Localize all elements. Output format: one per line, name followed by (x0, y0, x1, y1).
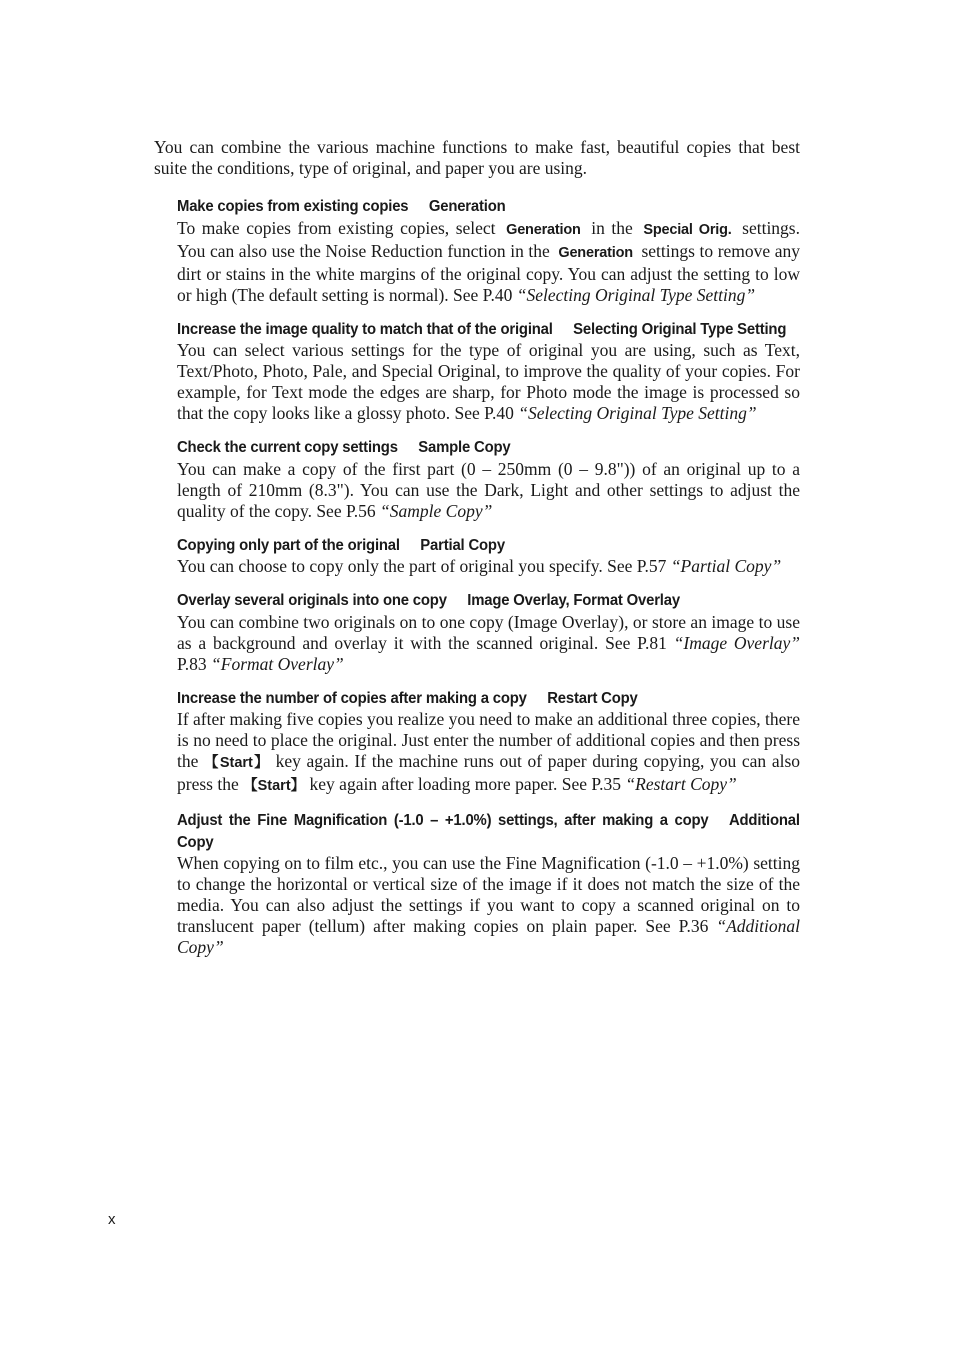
section-body (177, 612, 800, 675)
body-text: When copying on to film etc., you can use the Fine Magnification (-1.0 – +1.0%) setting to change the horizontal or vertical size of the image if it does not match the size of the media. You can also adjust the settings if you want to copy a scanned original on to translucent paper (tellum) after making copies on plain paper. See P.36 (177, 853, 800, 936)
section-body (177, 340, 800, 424)
bracket-open: 【 (243, 778, 258, 794)
body-text: key again after loading more paper. See P.35 (309, 774, 622, 794)
heading-target: Generation (428, 198, 506, 215)
section-heading (177, 195, 800, 218)
body-text: You can make a copy of the first part (0 – 250mm (0 – 9.8")) of an original up to a length of 210mm (8.3"). You can use the Dark, Light and other settings to adjust the quality of the copy. See P.56 (177, 458, 800, 521)
heading-target: Partial Copy (420, 536, 505, 554)
section-heading (177, 318, 800, 341)
bracket-close: 】 (290, 778, 306, 794)
body-text: If after making five copies you realize you need to make an additional three copies, there is no need to place the original. Just enter the number of additional copies and then press the (177, 709, 800, 771)
page-reference[interactable]: “Image Overlay” (673, 632, 801, 653)
page-reference[interactable]: “Restart Copy” (625, 774, 737, 794)
body-text: You can select various settings for the type of original you are using, such as Text, Text/Photo, Photo, Pale, and Special Original, to improve the quality of your copies. For example, for Text mode the edges are sharp, for Photo mode the image is processed so that the copy looks like a glossy photo. See P.40 (177, 340, 800, 423)
page-number: x (108, 1211, 116, 1228)
bracket-close: 】 (252, 755, 270, 771)
page-reference[interactable]: “Format Overlay” (211, 653, 344, 674)
section-generation (177, 195, 800, 306)
section-heading (177, 687, 800, 710)
page-reference[interactable]: “Additional Copy” (177, 916, 800, 957)
section-body (177, 556, 800, 577)
section-body (177, 853, 800, 958)
body-text: in the (591, 217, 633, 238)
intro-paragraph: You can combine the various machine functions to make fast, beautiful copies that best suite the conditions, type of original, and paper you are using. (154, 137, 800, 178)
generation-key-label: Generation (558, 244, 633, 261)
section-heading (177, 436, 800, 459)
body-text: settings to remove any dirt or stains in the white margins of the original copy. You can adjust the setting to low or high (The default setting is normal). See P.40 (177, 240, 801, 305)
body-text: key again. If the machine runs out of paper during copying, you can also press the (177, 751, 801, 794)
section-body (177, 459, 800, 522)
section-heading (177, 534, 800, 557)
heading-text: Make copies from existing copies (177, 198, 409, 215)
body-text: P.83 (177, 653, 207, 674)
section-heading (177, 589, 800, 612)
heading-text: Overlay several originals into one copy (177, 592, 447, 609)
section-body (177, 218, 800, 306)
start-key-text: Start (257, 778, 291, 794)
heading-target: Sample Copy (418, 439, 511, 456)
page-reference[interactable]: “Selecting Original Type Setting” (518, 403, 757, 423)
heading-target: Restart Copy (547, 689, 638, 707)
heading-text: Increase the image quality to match that of the original (177, 320, 553, 338)
body-text: To make copies from existing copies, select (177, 217, 496, 238)
heading-text: Adjust the Fine Magnification (-1.0 – +1.0%) settings, after making a copy (177, 812, 709, 829)
section-sample-copy (177, 436, 800, 522)
start-key-label (204, 755, 270, 771)
heading-text: Increase the number of copies after making a copy (177, 689, 527, 707)
section-additional-copy (177, 809, 800, 958)
body-text: You can choose to copy only the part of original you specify. See P.57 (177, 556, 667, 576)
heading-target: Image Overlay, Format Overlay (467, 592, 680, 609)
start-key-label (243, 778, 305, 794)
section-partial-copy (177, 534, 800, 578)
page-reference[interactable]: “Partial Copy” (670, 556, 782, 576)
start-key-text: Start (219, 755, 253, 771)
body-text: You can combine two originals on to one copy (Image Overlay), or store an image to use as a background and overlay it with the scanned original. See P.81 (177, 611, 800, 653)
section-original-type (177, 318, 800, 425)
heading-text: Check the current copy settings (177, 439, 398, 456)
heading-target: Selecting Original Type Setting (573, 320, 787, 338)
body-text: settings. You can also use the Noise Reduction function in the (177, 217, 800, 261)
page-reference[interactable]: “Sample Copy” (380, 500, 493, 521)
generation-key-label: Generation (506, 221, 581, 238)
heading-text: Copying only part of the original (177, 536, 400, 554)
special-orig-key-label: Special Orig. (643, 221, 732, 238)
bracket-open: 【 (204, 755, 220, 771)
feature-list (177, 195, 800, 970)
section-heading (177, 809, 800, 853)
section-restart-copy (177, 687, 800, 798)
section-overlay (177, 589, 800, 675)
page-reference[interactable]: “Selecting Original Type Setting” (516, 284, 756, 305)
section-body (177, 709, 800, 797)
heading-target: Additional Copy (177, 812, 800, 851)
